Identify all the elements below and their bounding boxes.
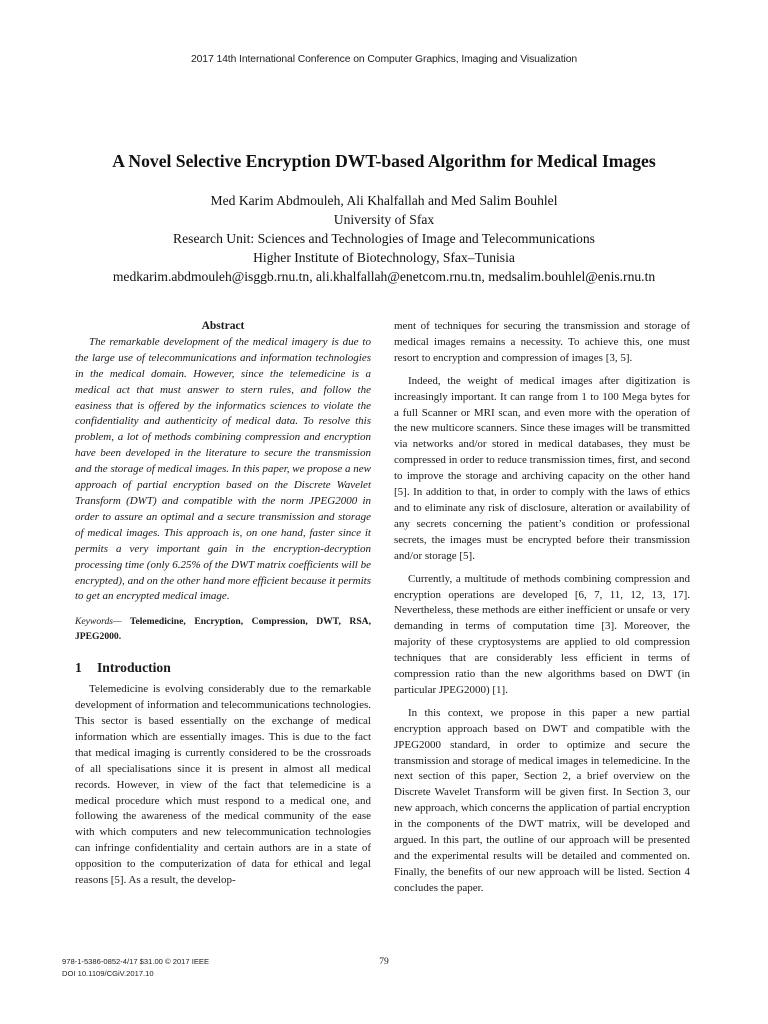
affiliation-institute: Higher Institute of Biotechnology, Sfax–Tunisia xyxy=(253,250,515,265)
keywords-label: Keywords— xyxy=(75,616,122,628)
isbn-line: 978-1-5386-0852-4/17 $31.00 © 2017 IEEE xyxy=(62,957,210,966)
intro-paragraph-4: In this context, we propose in this paper a new partial encryption approach based on DWT and compatible with the JPEG2000 standard, in order to optimize and secure the transmission and storage of medical images in telemedicine. In the next section of this paper, Section 2, a brief overview on the Discrete Wavelet Transform will be given first. In Section 3, our new approach, which concerns the application of partial encryption in the components of the DWT matrix, will be developed and argued. In this part, the outline of our approach will be presented and the experimental results will be detailed and commented on. Finally, the benefits of our new approach will be listed. Section 4 concludes the paper. xyxy=(394,706,690,894)
doi-line: DOI 10.1109/CGiV.2017.10 xyxy=(62,969,154,978)
abstract-text: The remarkable development of the medical imagery is due to the large use of telecommunications and information technologies in the medical domain. However, since the telemedicine is a medical act that must answer to stern rules, and follow the easiness that is offered by the informatics sciences to violate the confidentiality and authenticity of medical data. To resolve this problem, a lot of methods combining compression and encryption have been developed in the literature to secure the transmission and the storage of medical images. In this paper, we propose a new approach of partial encryption based on the Discrete Wavelet Transform (DWT) and compatible with the norm JPEG2000 in order to assure an optimal and a secure transmission and storage of medical images. This approach is, on one hand, faster since it permits a very important gain in the encryption-decryption processing time (only 6.25% of the DWT matrix coefficients will be encrypted), and on the other hand more efficient because it permits to get an encrypted medical image. xyxy=(75,335,371,603)
page-number: 79 xyxy=(379,957,389,967)
section-number: 1 xyxy=(75,660,82,676)
left-column xyxy=(75,319,371,889)
right-column xyxy=(394,319,690,897)
author-block xyxy=(0,191,768,286)
conference-header: 2017 14th International Conference on Computer Graphics, Imaging and Visualization xyxy=(190,54,578,65)
author-emails: medkarim.abdmouleh@isggb.rnu.tn, ali.khalfallah@enetcom.rnu.tn, medsalim.bouhlel@enis.rnu.tn xyxy=(112,269,656,284)
intro-paragraph-3: Currently, a multitude of methods combining compression and encryption operations are developed [6, 7, 11, 12, 13, 17]. Nevertheless, these methods are either inefficient or unsafe or very demanding in terms of computation time [3]. Moreover, the majority of these cryptosystems are applied to old compression techniques that are considerably less efficient in terms of compression ratio than the new algorithms based on DWT (in particular JPEG2000) [1]. xyxy=(394,572,690,696)
keywords-line xyxy=(75,614,371,644)
section-heading-introduction xyxy=(75,660,371,676)
abstract-heading: Abstract xyxy=(201,320,245,332)
keywords-list: Telemedicine, Encryption, Compression, DWT, RSA, JPEG2000. xyxy=(75,616,371,643)
intro-paragraph-1-continued: ment of techniques for securing the transmission and storage of medical images remains a necessity. To achieve this, one must resort to encryption and compression of images [3, 5]. xyxy=(394,320,690,364)
paper-title: A Novel Selective Encryption DWT-based Algorithm for Medical Images xyxy=(112,151,656,171)
section-title: Introduction xyxy=(97,660,171,676)
affiliation-university: University of Sfax xyxy=(333,212,435,227)
copyright-footer xyxy=(62,956,209,980)
affiliation-research-unit: Research Unit: Sciences and Technologies of Image and Telecommunications xyxy=(173,231,595,246)
intro-paragraph-1: Telemedicine is evolving considerably due to the remarkable development of information and telecommunications technologies. This sector is based essentially on the exchange of medical information which are essentially images. This is due to the fact that medical imaging is currently considered to be the crossroads of all specialisations since it is present in almost all medical records. However, in view of the fact that telemedicine is a medical procedure which must respond to a medical one, and following the awareness of the medical community of the ease with which computers and new telecommunication technologies can infringe confidentiality and certain authors are in a state of opposition to the computerization of data for ethical and legal reasons [5]. As a result, the develop- xyxy=(75,683,371,887)
author-names: Med Karim Abdmouleh, Ali Khalfallah and Med Salim Bouhlel xyxy=(210,193,558,208)
intro-paragraph-2: Indeed, the weight of medical images after digitization is increasingly important. It can range from 1 to 100 Mega bytes for a full Scanner or MRI scan, and even more with the operation of the new multicore scanners. Since these images will be transmitted via networks and/or stored in medical databases, they must be compressed in order to reduce transmission times, first, and second to improve the storage and archiving capacity on the other hand [5]. In addition to that, in order to comply with the laws of ethics and to eliminate any risk of disclosure, alteration or availability of any secrets concerning the patient’s condition or professional secrets, the images must be encrypted before their transmission and/or storage [5]. xyxy=(394,374,690,562)
